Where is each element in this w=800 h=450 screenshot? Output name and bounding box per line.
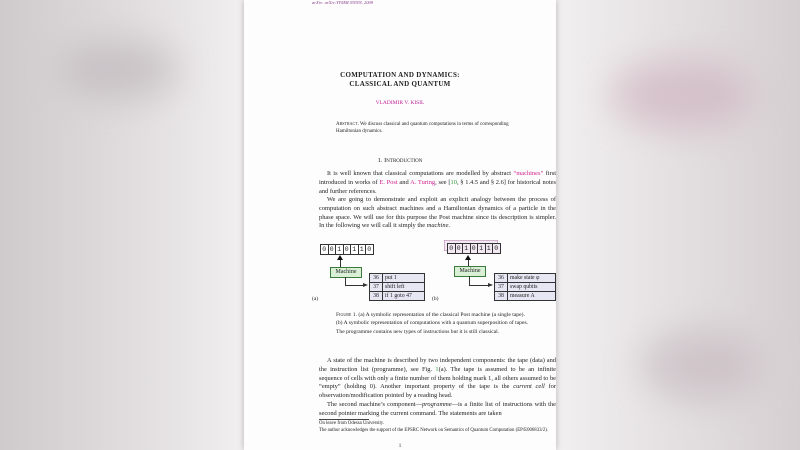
footnote-1: On leave from Odessa University. [319,421,385,426]
machine-box-a: Machine [330,267,362,278]
tape-a [320,244,374,255]
paragraph-3 [319,357,556,401]
tape-cell: 0 [329,245,337,254]
tape-cell: 0 [321,245,329,254]
paragraph-4 [319,401,556,419]
text: and [397,178,411,186]
paper-title-line2: CLASSICAL AND QUANTUM [349,80,451,88]
line-number: 36 [370,274,383,282]
abstract [336,121,532,135]
link-post[interactable]: E. Post [379,178,398,186]
section-heading [244,157,556,164]
line-number: 38 [495,292,508,300]
instruction: put 1 [385,275,397,281]
section-number: 1. [377,157,385,164]
tape-b-superposition [447,243,501,254]
caption-text-a: (a) A symbolic representation of the classical Post machine (a single tape). [356,312,525,318]
line-number: 36 [495,274,508,282]
footnote-2: The author acknowledges the support of the EPSRC Network on Semantics of Quantum Computation (EP/E006833/2). [319,428,549,433]
tape-cell: 1 [359,245,367,254]
paragraph-1 [319,170,556,196]
background-blur [640,330,760,400]
text: It is well known that classical computations are modelled by abstract [327,170,514,177]
line-number: 37 [370,283,383,291]
connector-line [469,285,488,286]
arrow-icon [488,283,493,287]
instruction: shift left [385,284,405,290]
connector-line [469,276,470,285]
program-list-b [494,273,556,301]
text: , see [ [435,178,451,186]
footnote-rule [319,419,369,420]
tape-cell: 0 [471,244,479,253]
page-number: 1 [398,444,402,449]
text: first introduced in works of [319,170,556,186]
text: for observation/modification pointed by a reading head. [319,383,556,400]
text: A state of the machine is described by two independent components: the tape (data) and the instruction list (programme), see Fig. [319,357,556,373]
abstract-text: We discuss classical and quantum computations in terms of corresponding Hamiltonian dynamics. [336,122,509,134]
instruction: make state φ [510,275,540,281]
program-list-a [369,273,425,301]
program-row [370,283,424,292]
abstract-label: Abstract. [336,122,359,127]
tape-cell: 0 [494,245,499,252]
tape-cell: 0 [456,244,464,253]
tape-cell: 1 [351,245,359,254]
paragraph-2 [319,196,556,231]
instruction: swap qubits [510,284,538,290]
citation-link[interactable]: 10 [450,178,457,186]
emphasis: machine [426,222,449,230]
line-number: 38 [370,292,383,300]
program-row [370,274,424,283]
instruction: if 1 goto 47 [385,293,412,299]
connector-line [345,285,363,286]
program-row [495,283,555,292]
tape-cell: 1 [486,244,494,253]
paper-page [244,0,556,450]
arrow-icon [363,283,368,287]
connector-line [340,260,341,267]
background-blur [60,40,180,100]
tape-cell: 1 [478,244,486,253]
emphasis: programme [421,401,452,408]
program-row [495,292,555,300]
caption-text-b: (b) A symbolic representation of computations with a quantum superposition of tapes. The programme contains new types of instructions but it is still classical. [336,320,529,335]
tape-cell: 0 [367,246,372,253]
figure-label-b: (b) [432,296,439,302]
line-number: 37 [495,283,508,291]
caption-label: Figure 1. [336,312,357,318]
text: , § 1.4.5 and § 2.6] for historical notes and further references. [319,178,556,195]
emphasis: current cell [513,383,545,391]
tape-cell: 1 [336,245,344,254]
program-row [495,274,555,283]
tape-cell: 0 [448,244,456,253]
figure-ref-link[interactable]: 1 [435,365,439,373]
link-machines[interactable]: “machines” [513,170,544,177]
author-name[interactable]: VLADIMIR V. KISIL [375,100,425,106]
instruction: measure A [510,293,535,299]
text: (a). The tape is assumed to be an infinite sequence of cells with only a finite number of them holding mark 1, all others assumed to be “empty” (holding 0). Another important property of the tape is the [319,365,556,391]
link-turing[interactable]: A. Turing [410,178,436,186]
tape-cell: 0 [344,245,352,254]
figure-label-a: (a) [312,296,319,302]
text: —is a finite list of instructions with the second pointer marking the current command. The statements are taken [319,401,556,417]
figure-caption [336,311,532,336]
text: We are going to demonstrate and exploit an explicit analogy between the process of computation on such abstract machines and a Hamiltonian dynamics of a particle in the phase space. We will use for this purpose the Post machine since its description is simpler. In the following we will call it simply the [319,196,556,230]
program-row [370,292,424,300]
tape-cell: 1 [463,244,471,253]
machine-box-b: Machine [454,266,486,277]
page-header: arXiv: arXiv:YYMM.NNNN, 2009 [312,0,374,5]
text: The second machine’s component— [327,401,422,408]
text: . [448,222,451,230]
paper-title-line1: COMPUTATION AND DYNAMICS: [340,71,460,79]
section-title: Introduction [384,157,423,164]
background-blur [610,60,750,130]
connector-line [345,277,346,285]
